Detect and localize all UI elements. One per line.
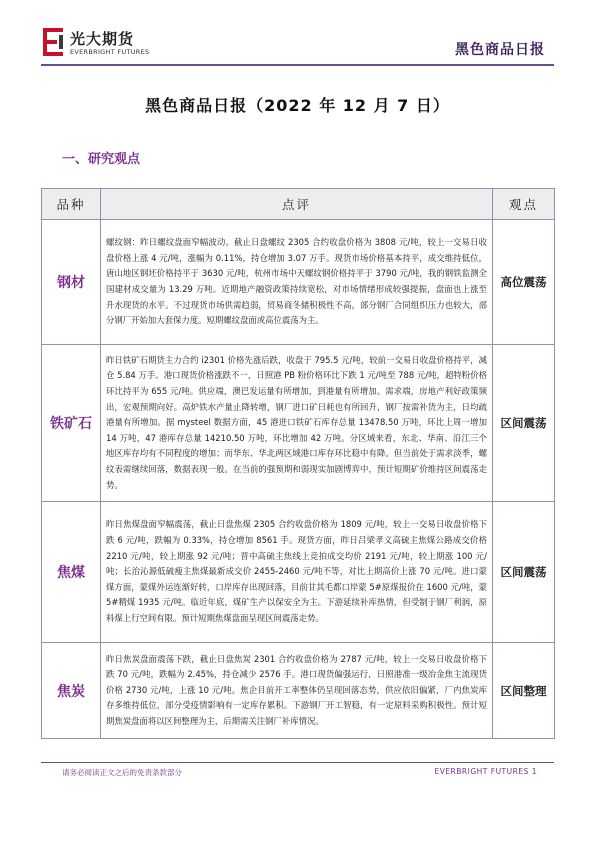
everbright-logo-icon [41,27,65,57]
table-header-row [42,189,555,220]
commodity-view: 区间整理 [493,643,555,739]
commodity-views-table [41,188,555,739]
table-row [42,220,555,345]
commodity-name: 焦煤 [42,502,101,643]
table-row [42,345,555,502]
table-row [42,643,555,739]
report-type-tag: 黑色商品日报 [455,42,545,58]
disclaimer-note: 请务必阅读正文之后的免责条款部分 [62,768,182,777]
column-header-comment: 点评 [101,189,493,220]
company-logo [41,27,161,61]
footer-brand-page-number: EVERBRIGHT FUTURES 1 [434,767,537,776]
column-header-commodity: 品种 [42,189,101,220]
table-row [42,502,555,643]
commodity-comment: 昨日焦煤盘面窄幅震荡，截止日盘焦煤 2305 合约收盘价格为 1809 元/吨，较上一交易日收盘价格下跌 6 元/吨，跌幅为 0.33%，持仓增加 8561 手。现货方面，昨日吕梁孝义高硫主焦煤公路成交价格 2210 元/吨，较上期涨 92 元/吨；晋中高硫主焦线上竞拍成交均价 2191 元/吨，较上期涨 100 元/吨；长治沁源低硫瘦主焦煤最新成交价 2455-2460 元/吨不等，对比上期高价上涨 70 元/吨。进口蒙煤方面，蒙煤外运连渐好转，口岸库存出现回落，目前甘其毛都口岸蒙 5#原煤报价在 1600 元/吨，蒙 5#精煤 1935 元/吨。临近年底，煤矿生产以保安全为主。下游延续补库热情，但受制于钢厂利润，原料煤上行空间有限。预计短期焦煤盘面呈现区间震荡走势。 [101,502,493,643]
column-header-view: 观点 [493,189,555,220]
commodity-comment: 昨日焦炭盘面震荡下跌，截止日盘焦炭 2301 合约收盘价格为 2787 元/吨，较上一交易日收盘价格下跌 70 元/吨，跌幅为 2.45%，持仓减少 2576 手。港口现货偏强运行，日照港准一级冶金焦主流现货价格 2730 元/吨，上涨 10 元/吨。焦企目前开工率整体仍呈现回落态势，供应依旧偏紧，厂内焦炭库存多维持低位，部分受疫情影响有一定库存累积。下游钢厂开工智稳，有一定原料采购积极性。预计短期焦炭盘面将以区间整理为主，后期需关注钢厂补库情况。 [101,643,493,739]
commodity-comment: 螺纹钢：昨日螺纹盘面窄幅波动。截止日盘螺纹 2305 合约收盘价格为 3808 元/吨，较上一交易日收盘价格上涨 4 元/吨，涨幅为 0.11%，持仓增加 3.07 万手。现货市场价格基本持平，成交维持低位，唐山地区钢坯价格持平于 3630 元/吨，杭州市场中天螺纹钢价格持平于 3790 元/吨，我的钢铁监测全国建材成交量为 13.29 万吨。近期地产融资政策持续宽松，对市场情绪形成较强提振，盘面也上涨至升水现货的水平。不过现货市场供需趋弱，贸易商冬储积极性不高，部分钢厂合同组织压力也较大，部分钢厂开始加大套保力度。短期螺纹盘面或高位震荡为主。 [101,220,493,345]
commodity-name: 铁矿石 [42,345,101,502]
footer-divider [41,762,554,763]
logo-text-cn: 光大期货 [70,30,135,48]
logo-text-en: EVERBRIGHT FUTURES [70,48,150,56]
commodity-name: 钢材 [42,220,101,345]
report-title: 黑色商品日报（2022 年 12 月 7 日） [145,96,450,115]
section-heading: 一、研究观点 [62,152,141,167]
commodity-view: 区间震荡 [493,502,555,643]
commodity-view: 高位震荡 [493,220,555,345]
commodity-name: 焦炭 [42,643,101,739]
commodity-view: 区间震荡 [493,345,555,502]
page-header [0,0,595,68]
header-divider [41,64,554,66]
commodity-comment: 昨日铁矿石期货主力合约 i2301 价格先涨后跌，收盘于 795.5 元/吨，较前一交易日收盘价格持平，减仓 5.84 万手。港口现货价格涨跌不一，日照港 PB 粉价格环比下跌 1 元/吨至 788 元/吨，超特粉价格环比持平为 655 元/吨。供应端，澳巴发运量有所增加，到港量有所增加。需求端，房地产利好政策频出，宏观预期向好。高炉铁水产量止降转增，钢厂进口矿日耗也有所回升，钢厂按需补货为主，日均疏港量有所增加。据 mysteel 数据方面，45 港进口铁矿石库存总量 13478.50 万吨，环比上周一增加 14 万吨，47 港库存总量 14210.50 万吨，环比增加 42 万吨。分区域来看，东北、华南、沿江三个地区库存均有不同程度的增加；而华东、华北两区域港口库存环比稳中有降。但当前处于需求淡季，螺纹表需继续回落，数据表现一般。在当前的强预期和弱现实加剧博弈中，预计短期矿价维持区间震荡走势。 [101,345,493,502]
